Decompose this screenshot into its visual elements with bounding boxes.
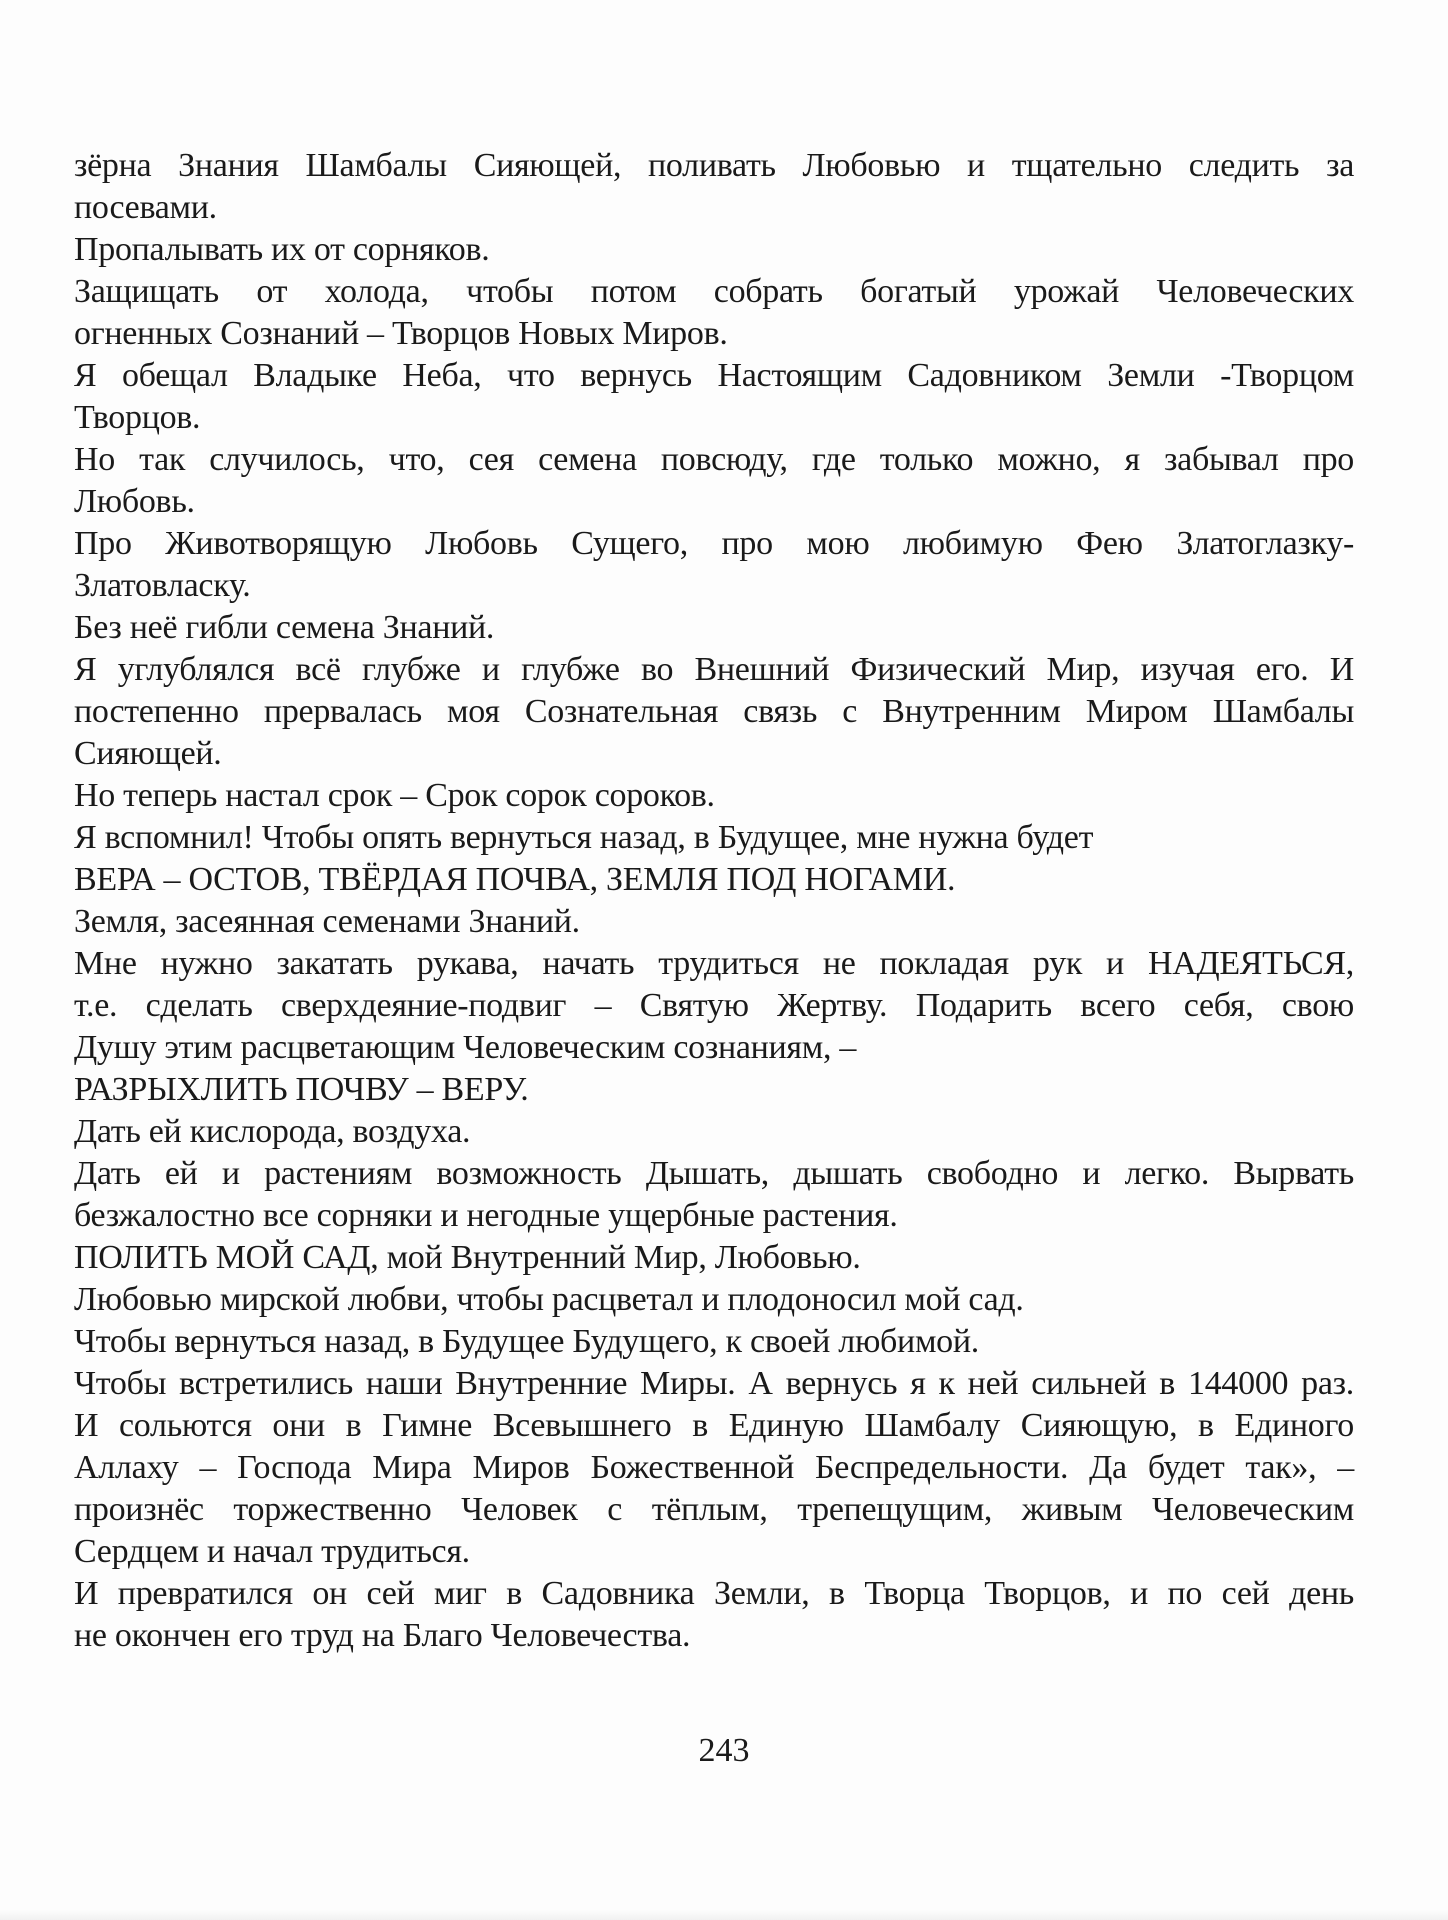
text-line: Я углублялся всё глубже и глубже во Внешний Физический Мир, изучая его. И <box>74 651 1354 688</box>
page-edge-shadow <box>0 1910 1448 1920</box>
page-number: 243 <box>698 1732 750 1769</box>
text-line: Аллаху – Господа Мира Миров Божественной Беспредельности. Да будет так», – <box>74 1449 1354 1486</box>
text-line: Про Животворящую Любовь Сущего, про мою любимую Фею Златоглазку- <box>74 525 1354 562</box>
text-line: Но теперь настал срок – Срок сорок сороков. <box>74 777 715 814</box>
text-line: Пропалывать их от сорняков. <box>74 231 490 268</box>
text-line: ПОЛИТЬ МОЙ САД, мой Внутренний Мир, Любовью. <box>74 1239 861 1276</box>
text-line: Чтобы вернуться назад, в Будущее Будущего, к своей любимой. <box>74 1323 979 1360</box>
text-line: Любовь. <box>74 483 195 520</box>
text-line: Душу этим расцветающим Человеческим сознаниям, – <box>74 1029 857 1066</box>
text-line: произнёс торжественно Человек с тёплым, трепещущим, живым Человеческим <box>74 1491 1354 1528</box>
text-line: Но так случилось, что, сея семена повсюду, где только можно, я забывал про <box>74 441 1354 478</box>
text-line: Сердцем и начал трудиться. <box>74 1533 470 1570</box>
text-line: не окончен его труд на Благо Человечества. <box>74 1617 691 1654</box>
text-line: Любовью мирской любви, чтобы расцветал и плодоносил мой сад. <box>74 1281 1024 1318</box>
text-line: огненных Сознаний – Творцов Новых Миров. <box>74 315 728 352</box>
body-text <box>74 145 1354 1657</box>
text-line: Я обещал Владыке Неба, что вернусь Настоящим Садовником Земли -Творцом <box>74 357 1354 394</box>
text-line: т.е. сделать сверхдеяние-подвиг – Святую Жертву. Подарить всего себя, свою <box>74 987 1354 1024</box>
text-line: И превратился он сей миг в Садовника Земли, в Творца Творцов, и по сей день <box>74 1575 1354 1612</box>
text-line: Без неё гибли семена Знаний. <box>74 609 495 646</box>
text-line: зёрна Знания Шамбалы Сияющей, поливать Любовью и тщательно следить за <box>74 147 1354 184</box>
text-line: Защищать от холода, чтобы потом собрать богатый урожай Человеческих <box>74 273 1354 310</box>
text-line: Мне нужно закатать рукава, начать трудиться не покладая рук и НАДЕЯТЬСЯ, <box>74 945 1354 982</box>
text-line: Творцов. <box>74 399 201 436</box>
text-line: Дать ей кислорода, воздуха. <box>74 1113 471 1150</box>
text-line: Сияющей. <box>74 735 222 772</box>
text-line: Чтобы встретились наши Внутренние Миры. А вернусь я к ней сильней в 144000 раз. <box>74 1365 1354 1402</box>
text-line: безжалостно все сорняки и негодные ущербные растения. <box>74 1197 898 1234</box>
text-line: посевами. <box>74 189 217 226</box>
text-line: Златовласку. <box>74 567 251 604</box>
text-line: ВЕРА – ОСТОВ, ТВЁРДАЯ ПОЧВА, ЗЕМЛЯ ПОД НОГАМИ. <box>74 861 956 898</box>
text-line: постепенно прервалась моя Сознательная связь с Внутренним Миром Шамбалы <box>74 693 1354 730</box>
text-line: Я вспомнил! Чтобы опять вернуться назад, в Будущее, мне нужна будет <box>74 819 1094 856</box>
text-line: Земля, засеянная семенами Знаний. <box>74 903 580 940</box>
text-line: И сольются они в Гимне Всевышнего в Единую Шамбалу Сияющую, в Единого <box>74 1407 1354 1444</box>
text-line: РАЗРЫХЛИТЬ ПОЧВУ – ВЕРУ. <box>74 1071 529 1108</box>
text-line: Дать ей и растениям возможность Дышать, дышать свободно и легко. Вырвать <box>74 1155 1354 1192</box>
